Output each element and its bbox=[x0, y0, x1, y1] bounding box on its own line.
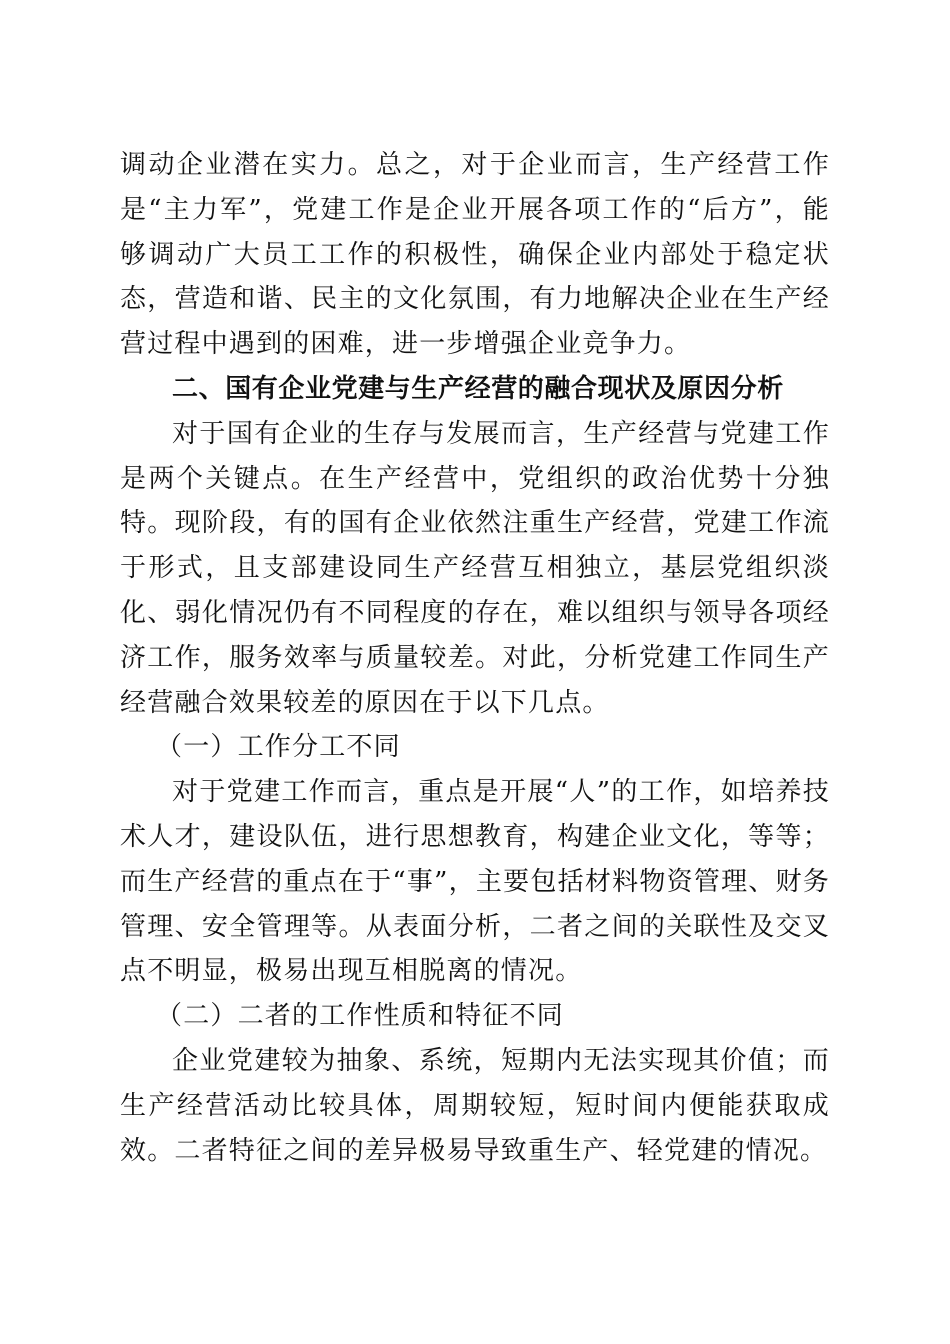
section-heading-2: 二、国有企业党建与生产经营的融合现状及原因分析 bbox=[172, 373, 784, 404]
document-body bbox=[120, 143, 830, 1173]
paragraph-division-of-work: 对于党建工作而言，重点是开展“人”的工作，如培养技术人才，建设队伍，进行思想教育，构建企业文化，等等；而生产经营的重点在于“事”，主要包括材料物资管理、财务管理、安全管理等。从表面分析，二者之间的关联性及交叉点不明显，极易出现互相脱离的情况。 bbox=[120, 777, 830, 987]
paragraph-nature-and-features: 企业党建较为抽象、系统，短期内无法实现其价值；而生产经营活动比较具体，周期较短，短时间内便能获取成效。二者特征之间的差异极易导致重生产、轻党建的情况。 bbox=[120, 1045, 830, 1166]
paragraph-current-status: 对于国有企业的生存与发展而言，生产经营与党建工作是两个关键点。在生产经营中，党组织的政治优势十分独特。现阶段，有的国有企业依然注重生产经营，党建工作流于形式，且支部建设同生产经营互相独立，基层党组织淡化、弱化情况仍有不同程度的存在，难以组织与领导各项经济工作，服务效率与质量较差。对此，分析党建工作同生产经营融合效果较差的原因在于以下几点。 bbox=[120, 418, 830, 718]
subheading-2: （二）二者的工作性质和特征不同 bbox=[156, 1001, 565, 1032]
subheading-1: （一）工作分工不同 bbox=[156, 732, 401, 763]
paragraph-continuation: 调动企业潜在实力。总之，对于企业而言，生产经营工作是“主力军”，党建工作是企业开展各项工作的“后方”，能够调动广大员工工作的积极性，确保企业内部处于稳定状态，营造和谐、民主的文化氛围，有力地解决企业在生产经营过程中遇到的困难，进一步增强企业竞争力。 bbox=[120, 150, 830, 360]
